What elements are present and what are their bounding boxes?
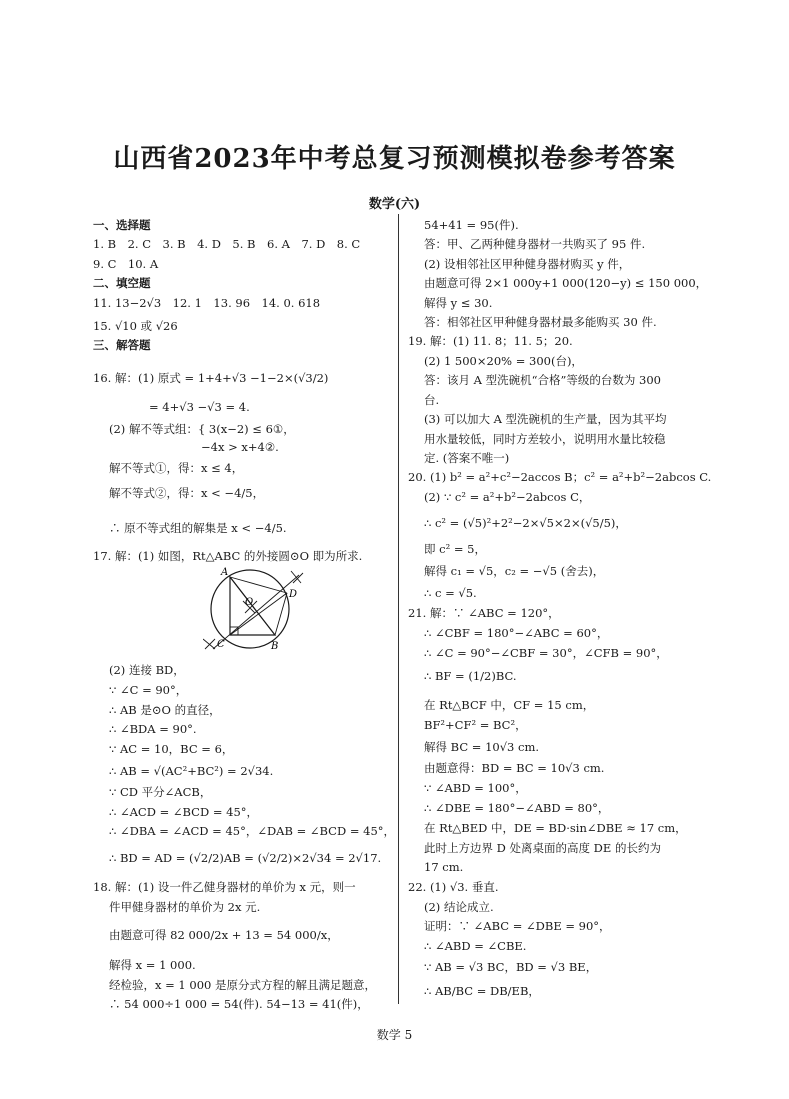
- answer-line: ∵ CD 平分∠ACB，: [109, 785, 212, 799]
- answer-line: 解得 y ≤ 30.: [424, 296, 493, 310]
- label-b: B: [271, 641, 279, 652]
- column-divider: [398, 214, 399, 1004]
- answer-line: 20. (1) b² = a²+c²−2accos B；c² = a²+b²−2abcos C.: [408, 470, 712, 484]
- section-heading: 二、填空题: [93, 276, 151, 290]
- answer-line: 即 c² = 5，: [424, 542, 486, 556]
- construction-line: [213, 575, 299, 649]
- segment-bd: [275, 593, 287, 635]
- answer-line: ∵ ∠C = 90°，: [109, 683, 188, 697]
- answer-line: 22. (1) √3. 垂直.: [408, 880, 499, 894]
- answer-line: (2) 连接 BD，: [109, 663, 185, 677]
- segment-ad: [230, 577, 287, 593]
- answer-line: 用水量较低，同时方差较小，说明用水量比较稳: [424, 432, 666, 446]
- answer-line: (2) 解不等式组：{ 3(x−2) ≤ 6①，: [109, 422, 295, 436]
- answer-line: (2) ∵ c² = a²+b²−2abcos C，: [424, 490, 591, 504]
- answer-line: ∴ ∠C = 90°−∠CBF = 30°，∠CFB = 90°，: [424, 646, 668, 660]
- answer-line: ∵ ∠ABD = 100°，: [424, 781, 527, 795]
- section-subtitle: 数学(六): [368, 197, 421, 212]
- answer-line: (2) 结论成立.: [424, 900, 494, 914]
- answer-line: 11. 13−2√3 12. 1 13. 96 14. 0. 618: [93, 296, 321, 310]
- answer-line: 在 Rt△BED 中，DE = BD·sin∠DBE ≈ 17 cm，: [424, 821, 687, 835]
- answer-line: 19. 解：(1) 11. 8；11. 5；20.: [408, 334, 573, 348]
- label-o: O: [245, 597, 254, 608]
- answer-line: 答：甲、乙两种健身器材一共购买了 95 件.: [424, 237, 646, 251]
- answer-line: 解不等式①，得：x ≤ 4，: [109, 461, 244, 475]
- answer-line: ∵ AB = √3 BC，BD = √3 BE，: [424, 960, 598, 974]
- circumcircle-figure: [203, 563, 308, 655]
- answer-line: 由题意可得 82 000/2x + 13 = 54 000/x，: [109, 928, 339, 942]
- answer-line: 54+41 = 95(件).: [424, 218, 519, 232]
- answer-line: 解得 BC = 10√3 cm.: [424, 740, 539, 754]
- answer-line: ∴ AB 是⊙O 的直径，: [109, 703, 221, 717]
- answer-line: ∴ BF = (1/2)BC.: [424, 669, 517, 683]
- answer-line: 答：相邻社区甲种健身器材最多能购买 30 件.: [424, 315, 657, 329]
- answer-line: 解得 c₁ = √5，c₂ = −√5 (舍去)，: [424, 564, 605, 578]
- answer-line: ∴ ∠ABD = ∠CBE.: [424, 939, 527, 953]
- answer-line: (2) 设相邻社区甲种健身器材购买 y 件，: [424, 257, 631, 271]
- answer-line: ∴ ∠ACD = ∠BCD = 45°，: [109, 805, 259, 819]
- answer-line: ∴ ∠CBF = 180°−∠ABC = 60°，: [424, 626, 609, 640]
- label-a: A: [221, 567, 229, 578]
- answer-line: ∴ 原不等式组的解集是 x < −4/5.: [109, 521, 287, 535]
- page-footer: 数学 5: [376, 1028, 413, 1042]
- answer-line: 经检验，x = 1 000 是原分式方程的解且满足题意，: [109, 978, 377, 992]
- answer-line: BF²+CF² = BC²，: [424, 718, 527, 732]
- answer-line: = 4+√3 −√3 = 4.: [149, 400, 250, 414]
- answer-line: 1. B 2. C 3. B 4. D 5. B 6. A 7. D 8. C: [93, 237, 361, 251]
- answer-line: 16. 解：(1) 原式 = 1+4+√3 −1−2×(√3/2): [93, 371, 329, 385]
- answer-line: (3) 可以加大 A 型洗碗机的生产量，因为其平均: [424, 412, 667, 426]
- answer-line: 此时上方边界 D 处离桌面的高度 DE 的长约为: [424, 841, 661, 855]
- answer-line: 17 cm.: [424, 860, 464, 874]
- answer-line: 台.: [424, 393, 440, 407]
- answer-line: 解得 x = 1 000.: [109, 958, 196, 972]
- answer-line: 21. 解：∵ ∠ABC = 120°，: [408, 606, 560, 620]
- answer-line: ∴ c = √5.: [424, 586, 477, 600]
- answer-line: 解不等式②，得：x < −4/5，: [109, 486, 265, 500]
- answer-line: ∴ BD = AD = (√2/2)AB = (√2/2)×2√34 = 2√17.: [109, 851, 382, 865]
- answer-line: 由题意得：BD = BC = 10√3 cm.: [424, 761, 605, 775]
- bisector-cd: [230, 593, 287, 635]
- answer-line: 17. 解：(1) 如图，Rt△ABC 的外接圆⊙O 即为所求.: [93, 549, 363, 563]
- label-c: C: [217, 639, 225, 650]
- section-heading: 三、解答题: [93, 338, 151, 352]
- answer-line: ∴ AB/BC = DB/EB，: [424, 984, 540, 998]
- answer-line: 证明：∵ ∠ABC = ∠DBE = 90°，: [424, 919, 611, 933]
- answer-line: 在 Rt△BCF 中，CF = 15 cm，: [424, 698, 595, 712]
- answer-line: ∵ AC = 10，BC = 6，: [109, 742, 234, 756]
- answer-line: 定. (答案不唯一): [424, 451, 510, 465]
- answer-line: −4x > x+4②.: [201, 440, 279, 454]
- answer-line: 18. 解：(1) 设一件乙健身器材的单价为 x 元，则一: [93, 880, 356, 894]
- answer-line: ∴ 54 000÷1 000 = 54(件). 54−13 = 41(件)，: [109, 997, 369, 1011]
- page-title: 山西省2023年中考总复习预测模拟卷参考答案: [113, 144, 676, 174]
- answer-line: 由题意可得 2×1 000y+1 000(120−y) ≤ 150 000，: [424, 276, 708, 290]
- answer-line: 9. C 10. A: [93, 257, 159, 271]
- arc-mark: [203, 639, 215, 649]
- answer-line: ∴ AB = √(AC²+BC²) = 2√34.: [109, 764, 274, 778]
- answer-line: (2) 1 500×20% = 300(台)，: [424, 354, 583, 368]
- answer-line: ∴ ∠DBA = ∠ACD = 45°，∠DAB = ∠BCD = 45°，: [109, 824, 396, 838]
- answer-line: 件甲健身器材的单价为 2x 元.: [109, 900, 261, 914]
- section-heading: 一、选择题: [93, 218, 151, 232]
- answer-line: ∴ ∠BDA = 90°.: [109, 722, 197, 736]
- circumcircle: [211, 570, 289, 648]
- label-d: D: [289, 589, 298, 600]
- answer-line: 15. √10 或 √26: [93, 319, 178, 333]
- answer-line: ∴ ∠DBE = 180°−∠ABD = 80°，: [424, 801, 610, 815]
- answer-line: 答：该月 A 型洗碗机“合格”等级的台数为 300: [424, 373, 661, 387]
- answer-line: ∴ c² = (√5)²+2²−2×√5×2×(√5/5)，: [424, 516, 627, 530]
